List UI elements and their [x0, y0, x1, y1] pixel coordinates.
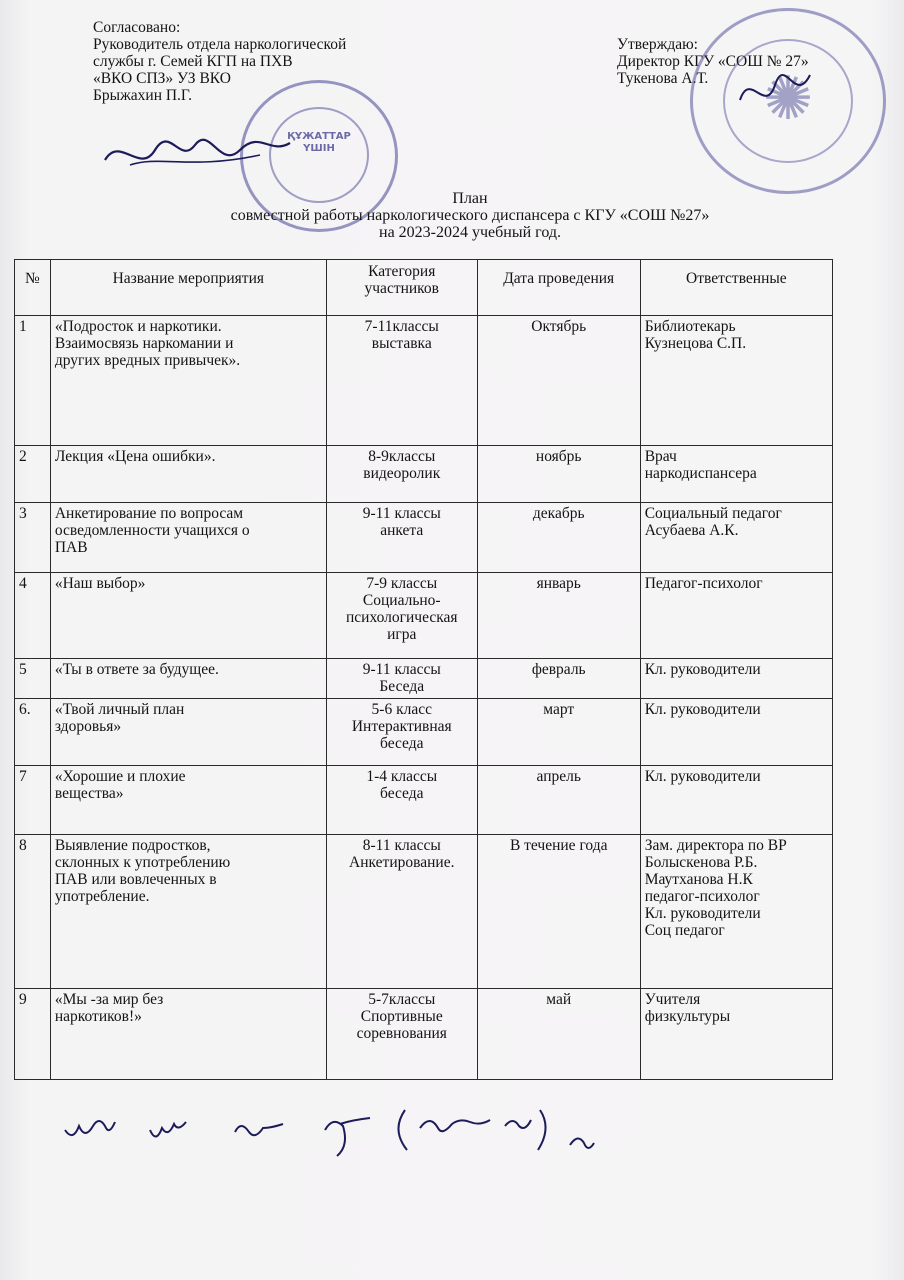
- title-line: План: [452, 190, 488, 207]
- table-row: [15, 989, 833, 1080]
- row-num: 7: [15, 766, 51, 835]
- header-num: №: [15, 260, 51, 316]
- row-category: 9-11 классы анкета: [326, 503, 477, 573]
- approval-right-line: Тукенова А.Т.: [617, 70, 709, 87]
- table-row: [15, 316, 833, 446]
- header-category: Категория участников: [326, 260, 477, 316]
- title-line: на 2023-2024 учебный год.: [379, 224, 561, 241]
- row-responsible: Социальный педагог Асубаева А.К.: [640, 503, 832, 573]
- title-line: совместной работы наркологического диспансера с КГУ «СОШ №27»: [230, 207, 710, 224]
- row-name: «Хорошие и плохие вещества»: [50, 766, 326, 835]
- row-responsible: Зам. директора по ВР Болыскенова Р.Б. Маутханова Н.К педагог-психолог Кл. руководители Соц педагог: [640, 835, 832, 989]
- header-name: Название мероприятия: [50, 260, 326, 316]
- header-responsible: Ответственные: [640, 260, 832, 316]
- header-date: Дата проведения: [477, 260, 640, 316]
- row-date: май: [477, 989, 640, 1080]
- row-name: «Ты в ответе за будущее.: [50, 659, 326, 699]
- emblem-icon: ✺: [762, 64, 814, 134]
- approval-right-line: Утверждаю:: [617, 36, 698, 53]
- row-responsible: Кл. руководители: [640, 766, 832, 835]
- table-row: [15, 766, 833, 835]
- row-responsible: Кл. руководители: [640, 659, 832, 699]
- row-num: 8: [15, 835, 51, 989]
- stamp-text-line: ҮШІН: [303, 143, 335, 154]
- row-category: 7-11классы выставка: [326, 316, 477, 446]
- row-responsible: Библиотекарь Кузнецова С.П.: [640, 316, 832, 446]
- row-category: 8-9классы видеоролик: [326, 446, 477, 503]
- row-category: 5-7классы Спортивные соревнования: [326, 989, 477, 1080]
- row-date: Октябрь: [477, 316, 640, 446]
- row-category: 7-9 классы Социально- психологическая игра: [326, 573, 477, 659]
- row-category: 5-6 класс Интерактивная беседа: [326, 699, 477, 766]
- row-num: 4: [15, 573, 51, 659]
- row-date: В течение года: [477, 835, 640, 989]
- table-row: [15, 573, 833, 659]
- row-responsible: Врач наркодиспансера: [640, 446, 832, 503]
- row-name: «Твой личный план здоровья»: [50, 699, 326, 766]
- row-date: март: [477, 699, 640, 766]
- row-category: 1-4 классы беседа: [326, 766, 477, 835]
- row-name: Анкетирование по вопросам осведомленности учащихся о ПАВ: [50, 503, 326, 573]
- row-name: Выявление подростков, склонных к употреблению ПАВ или вовлеченных в употребление.: [50, 835, 326, 989]
- signature-right: [730, 60, 820, 120]
- approval-left-line: службы г. Семей КГП на ПХВ: [93, 53, 293, 70]
- handwritten-note: [60, 1100, 620, 1170]
- row-num: 3: [15, 503, 51, 573]
- table-row: [15, 446, 833, 503]
- approval-block-left: [93, 19, 453, 104]
- row-num: 1: [15, 316, 51, 446]
- approval-left-line: Руководитель отдела наркологической: [93, 36, 347, 53]
- row-num: 6.: [15, 699, 51, 766]
- plan-table: [14, 259, 833, 1080]
- row-date: январь: [477, 573, 640, 659]
- signature-left: [100, 125, 300, 185]
- approval-left-line: «ВКО СПЗ» УЗ ВКО: [93, 70, 231, 87]
- document-title: [150, 190, 790, 241]
- row-name: Лекция «Цена ошибки».: [50, 446, 326, 503]
- row-num: 2: [15, 446, 51, 503]
- row-date: декабрь: [477, 503, 640, 573]
- row-responsible: Учителя физкультуры: [640, 989, 832, 1080]
- stamp-text-line: ҚҰЖАТТАР: [287, 131, 351, 142]
- row-date: ноябрь: [477, 446, 640, 503]
- approval-left-line: Согласовано:: [93, 19, 181, 36]
- row-date: апрель: [477, 766, 640, 835]
- row-num: 9: [15, 989, 51, 1080]
- row-responsible: Кл. руководители: [640, 699, 832, 766]
- row-name: «Наш выбор»: [50, 573, 326, 659]
- approval-right-line: Директор КГУ «СОШ № 27»: [617, 53, 809, 70]
- table-header-row: [15, 260, 833, 316]
- row-responsible: Педагог-психолог: [640, 573, 832, 659]
- row-name: «Подросток и наркотики. Взаимосвязь наркомании и других вредных привычек».: [50, 316, 326, 446]
- row-num: 5: [15, 659, 51, 699]
- table-row: [15, 659, 833, 699]
- approval-left-line: Брыжахин П.Г.: [93, 87, 193, 104]
- table-row: [15, 503, 833, 573]
- table-row: [15, 835, 833, 989]
- table-row: [15, 699, 833, 766]
- row-name: «Мы -за мир без наркотиков!»: [50, 989, 326, 1080]
- row-category: 9-11 классы Беседа: [326, 659, 477, 699]
- row-category: 8-11 классы Анкетирование.: [326, 835, 477, 989]
- row-date: февраль: [477, 659, 640, 699]
